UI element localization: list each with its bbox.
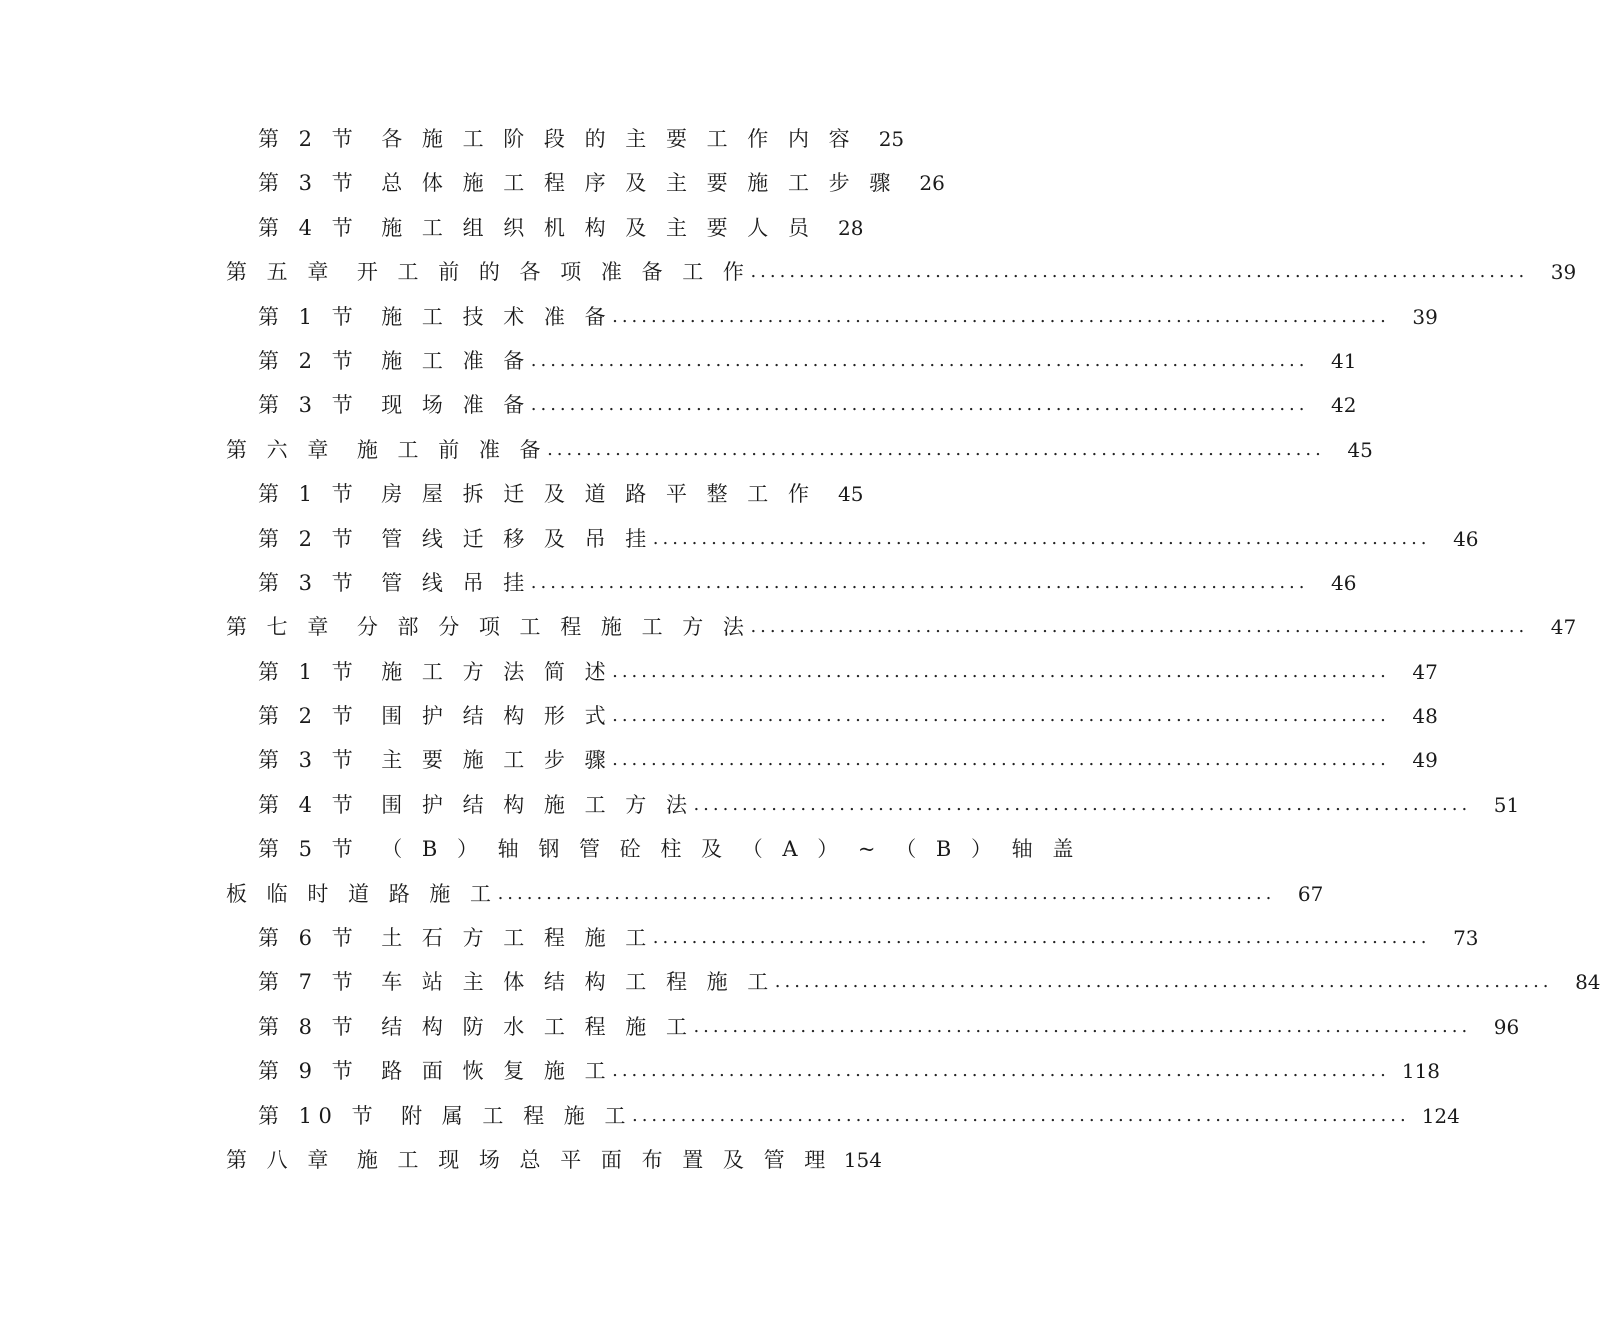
toc-chapter-entry[interactable] (226, 605, 1577, 649)
toc-chapter-entry[interactable] (226, 250, 1577, 294)
toc-entry[interactable] (226, 206, 864, 250)
entry-number: 第 3 节 (258, 171, 360, 196)
entry-page: 39 (1412, 304, 1438, 329)
entry-title: 开 工 前 的 各 项 准 备 工 作 (356, 260, 751, 285)
entry-page: 46 (1453, 526, 1479, 551)
toc-entry-wrapped[interactable] (226, 827, 1080, 871)
entry-page: 73 (1453, 926, 1479, 951)
leader-dots (750, 250, 1528, 294)
toc-entry[interactable] (226, 738, 1438, 782)
leader-dots (547, 428, 1325, 472)
leader-dots (531, 339, 1309, 383)
entry-title: 围 护 结 构 施 工 方 法 (381, 792, 694, 817)
toc-chapter-entry[interactable] (226, 1138, 882, 1182)
entry-page: 42 (1331, 393, 1357, 418)
leader-dots (612, 694, 1390, 738)
entry-title: 结 构 防 水 工 程 施 工 (381, 1014, 694, 1039)
entry-number: 第 3 节 (258, 748, 360, 773)
entry-title: 施 工 方 法 简 述 (381, 659, 613, 684)
entry-page: 51 (1493, 792, 1520, 817)
toc-entry[interactable] (226, 339, 1357, 383)
leader-dots (693, 783, 1471, 827)
toc-entry[interactable] (226, 1005, 1520, 1049)
toc-entry[interactable] (226, 916, 1479, 960)
toc-entry[interactable] (226, 295, 1438, 339)
toc-entry[interactable] (226, 383, 1357, 427)
entry-number: 第 3 节 (258, 570, 360, 595)
leader-dots (612, 295, 1390, 339)
leader-dots (750, 605, 1528, 649)
entry-page: 45 (1347, 437, 1373, 462)
entry-page: 28 (838, 215, 864, 240)
leader-dots (531, 383, 1309, 427)
leader-dots (612, 650, 1390, 694)
entry-page: 124 (1421, 1103, 1460, 1128)
entry-page: 48 (1412, 704, 1438, 729)
toc-entry[interactable] (226, 117, 905, 161)
entry-title-continuation: 板 临 时 道 路 施 工 (226, 881, 498, 906)
entry-number: 第 2 节 (258, 348, 360, 373)
leader-dots (612, 1049, 1390, 1093)
entry-page: 96 (1493, 1014, 1520, 1039)
entry-title: 施 工 技 术 准 备 (381, 304, 613, 329)
toc-entry[interactable] (226, 1049, 1441, 1093)
entry-number: 第 5 节 (258, 837, 360, 862)
entry-title: 各 施 工 阶 段 的 主 要 工 作 内 容 (381, 127, 857, 151)
entry-title: 施 工 前 准 备 (356, 437, 548, 462)
entry-number: 第 9 节 (258, 1059, 360, 1084)
toc-entry[interactable] (226, 960, 1601, 1004)
entry-number: 第 2 节 (258, 127, 360, 151)
entry-page: 45 (838, 482, 864, 507)
entry-page: 47 (1412, 659, 1438, 684)
leader-dots (775, 960, 1553, 1004)
entry-title: 附 属 工 程 施 工 (401, 1103, 632, 1128)
entry-title: 房 屋 拆 迁 及 道 路 平 整 工 作 (381, 482, 816, 507)
table-of-contents (226, 117, 1601, 1182)
entry-page: 47 (1550, 615, 1577, 640)
entry-page: 46 (1331, 570, 1357, 595)
leader-dots (653, 916, 1431, 960)
entry-page: 41 (1331, 348, 1357, 373)
entry-number: 第 6 节 (258, 926, 360, 951)
entry-number: 第 1 节 (258, 659, 360, 684)
toc-entry[interactable] (226, 161, 945, 205)
entry-title: 主 要 施 工 步 骤 (381, 748, 613, 773)
toc-entry[interactable] (226, 650, 1438, 694)
entry-page: 154 (843, 1147, 882, 1172)
leader-dots (531, 561, 1309, 605)
entry-title: 管 线 吊 挂 (381, 570, 531, 595)
entry-number: 第 10 节 (258, 1103, 380, 1128)
entry-page: 25 (878, 127, 905, 151)
entry-page: 84 (1575, 970, 1601, 995)
entry-number: 第 2 节 (258, 704, 360, 729)
entry-title: 分 部 分 项 工 程 施 工 方 法 (356, 615, 751, 640)
entry-number: 第 1 节 (258, 304, 360, 329)
entry-title: 施 工 准 备 (381, 348, 531, 373)
entry-title: 施 工 现 场 总 平 面 布 置 及 管 理 (356, 1147, 832, 1172)
entry-number: 第 4 节 (258, 215, 360, 240)
entry-number: 第 3 节 (258, 393, 360, 418)
entry-number: 第 1 节 (258, 482, 360, 507)
entry-title: 现 场 准 备 (381, 393, 531, 418)
entry-title: 围 护 结 构 形 式 (381, 704, 613, 729)
entry-title: 管 线 迁 移 及 吊 挂 (381, 526, 653, 551)
entry-title: （ B ） 轴 钢 管 砼 柱 及 （ A ） ~ （ B ） 轴 盖 (381, 837, 1080, 862)
leader-dots (653, 517, 1431, 561)
entry-number: 第 4 节 (258, 792, 360, 817)
leader-dots (632, 1094, 1410, 1138)
leader-dots (498, 872, 1276, 916)
toc-chapter-entry[interactable] (226, 428, 1373, 472)
entry-title: 车 站 主 体 结 构 工 程 施 工 (381, 970, 775, 995)
entry-number: 第 五 章 (226, 260, 335, 285)
entry-page: 26 (919, 171, 945, 196)
entry-number: 第 8 节 (258, 1014, 360, 1039)
entry-number: 第 2 节 (258, 526, 360, 551)
toc-entry-continuation[interactable] (226, 872, 1324, 916)
entry-title: 土 石 方 工 程 施 工 (381, 926, 653, 951)
entry-page: 39 (1550, 260, 1577, 285)
entry-page: 67 (1297, 881, 1324, 906)
entry-number: 第 7 节 (258, 970, 360, 995)
toc-entry[interactable] (226, 694, 1438, 738)
toc-entry[interactable] (226, 472, 864, 516)
entry-page: 49 (1412, 748, 1438, 773)
entry-title: 总 体 施 工 程 序 及 主 要 施 工 步 骤 (381, 171, 897, 196)
entry-title: 路 面 恢 复 施 工 (381, 1059, 613, 1084)
entry-title: 施 工 组 织 机 构 及 主 要 人 员 (381, 215, 816, 240)
entry-number: 第 六 章 (226, 437, 335, 462)
entry-page: 118 (1401, 1059, 1441, 1084)
toc-entry[interactable] (226, 783, 1520, 827)
leader-dots (612, 738, 1390, 782)
leader-dots (693, 1005, 1471, 1049)
toc-entry[interactable] (226, 517, 1479, 561)
toc-entry[interactable] (226, 1094, 1460, 1138)
toc-entry[interactable] (226, 561, 1357, 605)
entry-number: 第 八 章 (226, 1147, 335, 1172)
entry-number: 第 七 章 (226, 615, 335, 640)
